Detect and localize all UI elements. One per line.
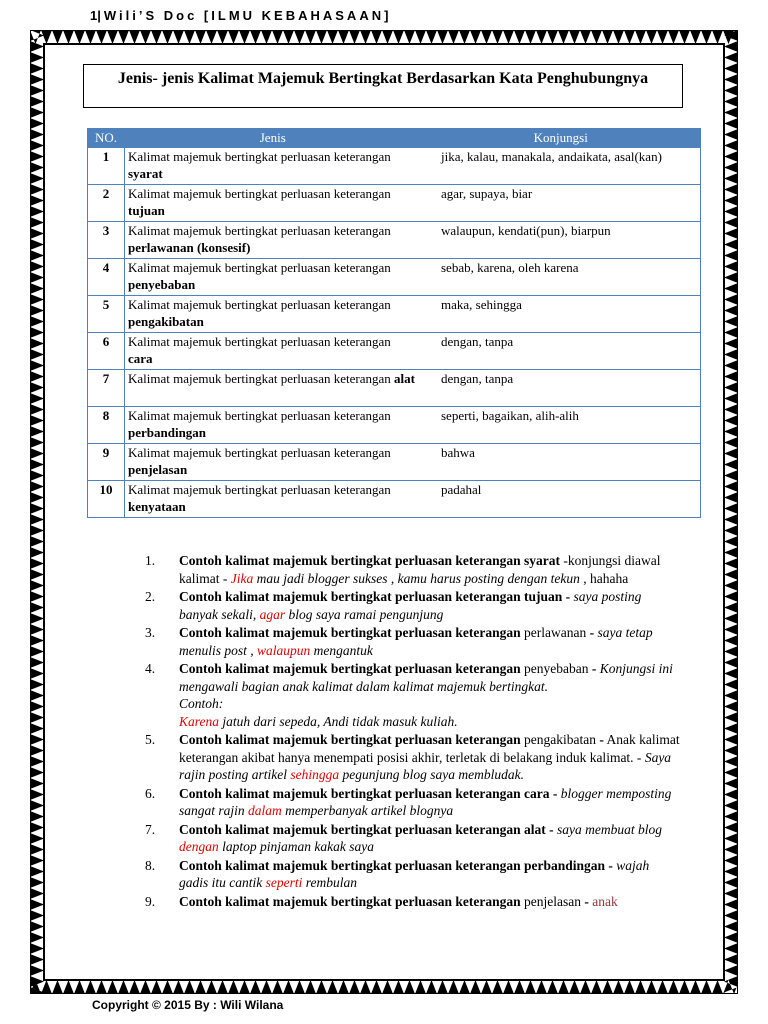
page-header: [90, 8, 391, 23]
row-konjungsi: seperti, bagaikan, alih-alih: [421, 407, 701, 444]
table-row: [88, 222, 701, 259]
table-row: [88, 444, 701, 481]
table-row: [88, 185, 701, 222]
row-konjungsi: dengan, tanpa: [421, 370, 701, 407]
highlight-conjunction: dengan: [179, 839, 219, 854]
table-header-row: [88, 129, 701, 148]
jenis-keterangan: perbandingan: [128, 425, 207, 440]
example-dash: -: [588, 661, 597, 676]
jenis-keterangan: alat: [394, 371, 415, 386]
header-separator: |: [97, 8, 104, 23]
row-konjungsi: sebab, karena, oleh karena: [421, 259, 701, 296]
example-sentence: pegunjung blog saya membludak.: [339, 767, 524, 782]
header-jenis: Jenis: [125, 129, 422, 148]
example-type: pengakibatan: [520, 732, 596, 747]
jenis-text: Kalimat majemuk bertingkat perluasan keterangan: [128, 223, 391, 238]
row-jenis: [125, 333, 422, 370]
highlight-conjunction: Karena: [179, 713, 219, 729]
example-dash: -: [596, 732, 604, 747]
example-item-7: [140, 821, 680, 856]
jenis-text: Kalimat majemuk bertingkat perluasan keterangan: [128, 482, 391, 497]
row-jenis: [125, 407, 422, 444]
page-footer: Copyright © 2015 By : Wili Wilana: [92, 998, 284, 1012]
highlight-conjunction: sehingga: [290, 767, 340, 782]
highlight-conjunction: seperti: [265, 875, 303, 890]
table-row: [88, 333, 701, 370]
jenis-text: Kalimat majemuk bertingkat perluasan keterangan: [128, 371, 395, 386]
jenis-text: Kalimat majemuk bertingkat perluasan keterangan: [128, 186, 391, 201]
example-sentence: mengantuk: [310, 642, 373, 658]
jenis-text: Kalimat majemuk bertingkat perluasan keterangan: [128, 297, 391, 312]
table-row: [88, 407, 701, 444]
example-heading: Contoh kalimat majemuk bertingkat perluasan keterangan: [179, 893, 521, 909]
jenis-keterangan: kenyataan: [128, 499, 186, 514]
document-title: Jenis- jenis Kalimat Majemuk Bertingkat Berdasarkan Kata Penghubungnya: [83, 64, 683, 108]
row-number: 9: [88, 444, 125, 481]
example-sentence: saya posting banyak sekali,: [179, 589, 642, 622]
example-label: Contoh:: [179, 696, 224, 711]
example-heading: Contoh kalimat majemuk bertingkat perluasan keterangan: [179, 661, 521, 676]
example-item-6: [140, 785, 680, 820]
item-number: 4.: [145, 661, 156, 676]
example-sentence: wajah gadis itu cantik: [179, 857, 650, 890]
example-type: penyebaban: [520, 661, 589, 676]
jenis-text: Kalimat majemuk bertingkat perluasan keterangan: [128, 408, 391, 423]
item-number: 9.: [145, 893, 156, 909]
example-heading: Contoh kalimat majemuk bertingkat perluasan keterangan: [179, 732, 521, 747]
example-sentence: laptop pinjaman kakak saya: [218, 839, 374, 854]
jenis-text: Kalimat majemuk bertingkat perluasan keterangan: [128, 149, 391, 164]
item-number: 1.: [145, 553, 156, 568]
row-number: 5: [88, 296, 125, 333]
item-number: 6.: [145, 785, 156, 801]
jenis-keterangan: penjelasan: [128, 462, 188, 477]
jenis-keterangan: perlawanan (konsesif): [128, 240, 251, 255]
row-number: 10: [88, 481, 125, 518]
example-dash: -: [581, 893, 589, 909]
example-heading: Contoh kalimat majemuk bertingkat perluasan keterangan tujuan -: [179, 589, 571, 604]
row-jenis: [125, 148, 422, 185]
row-konjungsi: walaupun, kendati(pun), biarpun: [421, 222, 701, 259]
example-sentence: saya membuat blog: [553, 821, 663, 837]
example-item-4: [140, 660, 680, 730]
example-sentence: saya tetap menulis post ,: [179, 625, 653, 658]
row-number: 4: [88, 259, 125, 296]
example-sentence: blog saya ramai pengunjung: [285, 606, 444, 622]
jenis-text: Kalimat majemuk bertingkat perluasan keterangan: [128, 445, 391, 460]
row-konjungsi: agar, supaya, biar: [421, 185, 701, 222]
example-text: anak: [588, 893, 618, 909]
item-number: 5.: [145, 732, 156, 747]
highlight-conjunction: dalam: [248, 803, 282, 818]
header-no: NO.: [88, 129, 125, 148]
page-number: 1: [90, 8, 98, 23]
row-jenis: [125, 370, 422, 407]
example-text: , hahaha: [579, 570, 629, 586]
row-number: 1: [88, 148, 125, 185]
examples-list: [140, 552, 680, 911]
example-sentence: jatuh dari sepeda, Andi tidak masuk kuliah.: [219, 713, 458, 729]
table-row: [88, 296, 701, 333]
example-sentence: Saya rajin posting artikel: [179, 749, 672, 782]
example-text: Anak kalimat keterangan akibat hanya menempati posisi akhir, terletak di belakang induk kalimat. -: [179, 732, 680, 765]
row-number: 7: [88, 370, 125, 407]
example-heading: Contoh kalimat majemuk bertingkat perluasan keterangan perbandingan -: [179, 857, 613, 873]
example-dash: -: [586, 625, 595, 640]
row-number: 8: [88, 407, 125, 444]
row-konjungsi: padahal: [421, 481, 701, 518]
row-konjungsi: dengan, tanpa: [421, 333, 701, 370]
example-type: penjelasan: [520, 893, 581, 909]
example-item-8: [140, 857, 680, 892]
item-number: 7.: [145, 821, 156, 837]
header-konjungsi: Konjungsi: [421, 129, 701, 148]
example-sentence: blogger memposting sangat rajin: [179, 785, 672, 818]
example-sentence: memperbanyak artikel blognya: [281, 803, 454, 818]
jenis-keterangan: pengakibatan: [128, 314, 204, 329]
row-konjungsi: bahwa: [421, 444, 701, 481]
highlight-conjunction: Jika: [230, 570, 254, 586]
jenis-text: Kalimat majemuk bertingkat perluasan keterangan: [128, 334, 391, 349]
jenis-keterangan: cara: [128, 351, 153, 366]
row-konjungsi: jika, kalau, manakala, andaikata, asal(kan): [421, 148, 701, 185]
example-sentence: Konjungsi ini mengawali bagian anak kalimat dalam kalimat majemuk bertingkat.: [179, 661, 673, 694]
jenis-keterangan: penyebaban: [128, 277, 196, 292]
example-heading: Contoh kalimat majemuk bertingkat perluasan keterangan syarat: [179, 553, 561, 568]
example-item-3: [140, 624, 680, 659]
konjungsi-table: [87, 128, 701, 518]
example-text: -konjungsi diawal kalimat -: [179, 553, 661, 586]
table-row: [88, 148, 701, 185]
example-heading: Contoh kalimat majemuk bertingkat perluasan keterangan: [179, 625, 521, 640]
example-item-9: [140, 893, 680, 911]
highlight-conjunction: walaupun: [257, 642, 311, 658]
row-number: 2: [88, 185, 125, 222]
table-row: [88, 370, 701, 407]
table-row: [88, 481, 701, 518]
example-type: perlawanan: [520, 625, 587, 640]
example-item-1: [140, 552, 680, 587]
jenis-keterangan: tujuan: [128, 203, 165, 218]
row-jenis: [125, 185, 422, 222]
example-sentence: mau jadi blogger sukses , kamu harus posting dengan tekun: [253, 570, 580, 586]
jenis-text: Kalimat majemuk bertingkat perluasan keterangan: [128, 260, 391, 275]
row-jenis: [125, 222, 422, 259]
row-jenis: [125, 444, 422, 481]
table-row: [88, 259, 701, 296]
example-item-5: [140, 731, 680, 784]
row-konjungsi: maka, sehingga: [421, 296, 701, 333]
item-number: 8.: [145, 857, 156, 873]
jenis-keterangan: syarat: [128, 166, 163, 181]
item-number: 2.: [145, 589, 156, 604]
header-title: Wili’S Doc [ILMU KEBAHASAAN]: [103, 8, 392, 23]
row-jenis: [125, 296, 422, 333]
highlight-conjunction: agar: [259, 606, 286, 622]
example-heading: Contoh kalimat majemuk bertingkat perluasan keterangan alat -: [179, 821, 554, 837]
example-heading: Contoh kalimat majemuk bertingkat perluasan keterangan cara -: [179, 785, 558, 801]
row-jenis: [125, 481, 422, 518]
row-number: 6: [88, 333, 125, 370]
row-number: 3: [88, 222, 125, 259]
row-jenis: [125, 259, 422, 296]
item-number: 3.: [145, 625, 156, 640]
example-sentence: rembulan: [302, 875, 357, 890]
example-item-2: [140, 588, 680, 623]
